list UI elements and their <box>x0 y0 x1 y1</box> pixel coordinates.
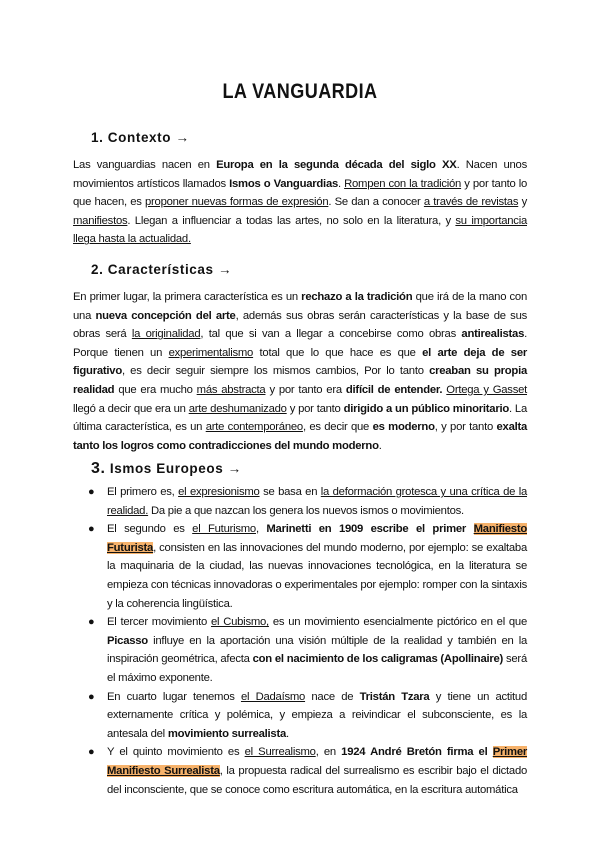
bullet-icon: ● <box>88 616 95 629</box>
list-item-expresionismo: ● El primero es, el expresionismo se basa en la deformación grotesca y una crítica de la realidad. Da pie a que nazcan los genera los nuevos ismos o movimientos. <box>73 483 527 520</box>
bullet-icon: ● <box>88 486 95 498</box>
paragraph-caracteristicas: En primer lugar, la primera característica es un rechazo a la tradición que irá de la mano con una nueva concepción del arte, además sus obras serán características y la base de sus obras será la originalidad, tal que si van a llegar a concebirse como obras antirealistas. Porque tienen un experimentalismo total que lo que hace es que el arte deja de ser figurativo, es decir seguir siempre los mismos cambios, Por lo tanto creaban su propia realidad que era mucho más abstracta y por tanto era difícil de entender. Ortega y Gasset llegó a decir que era un arte deshumanizado y por tanto dirigido a un público minoritario. La última característica, es un arte contemporáneo, es decir que es moderno, y por tanto exalta tanto los logros como contradicciones del mundo moderno. <box>73 291 528 452</box>
heading-caracteristicas: 2. Características → <box>91 262 233 277</box>
highlight-primer-manifiesto-surrealista: Primer Manifiesto Surrealista <box>107 746 528 777</box>
ismos-list <box>73 483 527 799</box>
heading-ismos: 3. Ismos Europeos → <box>91 460 242 477</box>
bullet-icon: ● <box>88 690 95 703</box>
bullet-icon: ● <box>88 746 95 759</box>
highlight-manifiesto-futurista: Manifiesto Futurista <box>107 523 527 554</box>
bullet-icon: ● <box>88 523 95 536</box>
page-title: LA VANGUARDIA <box>222 80 378 103</box>
list-item-surrealismo: ● Y el quinto movimiento es el Surrealismo, en 1924 André Bretón firma el Primer Manifiesto Surrealista, la propuesta radical del surrealismo es escribir bajo el dictado del inconsciente, que se conoce como escritura automática, en la escritura automática <box>73 743 527 799</box>
list-item-dadaismo: ● En cuarto lugar tenemos el Dadaísmo nace de Tristán Tzara y tiene un actitud externamente crítica y polémica, y empieza a reivindicar el subconsciente, es la antesala del movimiento surrealista. <box>73 688 527 744</box>
list-item-futurismo: ● El segundo es el Futurismo, Marinetti en 1909 escribe el primer Manifiesto Futurista, consisten en las innovaciones del mundo moderno, por ejemplo: se exaltaba la maquinaria de la ciudad, las nuevas innovaciones tecnológica, en la literatura se empieza con técnicas innovadoras o experimentales por ejemplo: romper con la sintaxis y la coherencia lingüística. <box>73 520 527 613</box>
heading-contexto: 1. Contexto → <box>91 130 190 145</box>
paragraph-contexto: Las vanguardias nacen en Europa en la segunda década del siglo XX. Nacen unos movimientos artísticos llamados Ismos o Vanguardias. Rompen con la tradición y por tanto lo que hacen, es proponer nuevas formas de expresión. Se dan a conocer a través de revistas y manifiestos. Llegan a influenciar a todas las artes, no solo en la literatura, y su importancia llega hasta la actualidad. <box>73 159 528 246</box>
list-item-cubismo: ● El tercer movimiento el Cubismo, es un movimiento esencialmente pictórico en el que Picasso influye en la aportación una visión múltiple de la realidad y también en la inspiración geométrica, afecta con el nacimiento de los caligramas (Apollinaire) será el máximo exponente. <box>73 613 527 687</box>
